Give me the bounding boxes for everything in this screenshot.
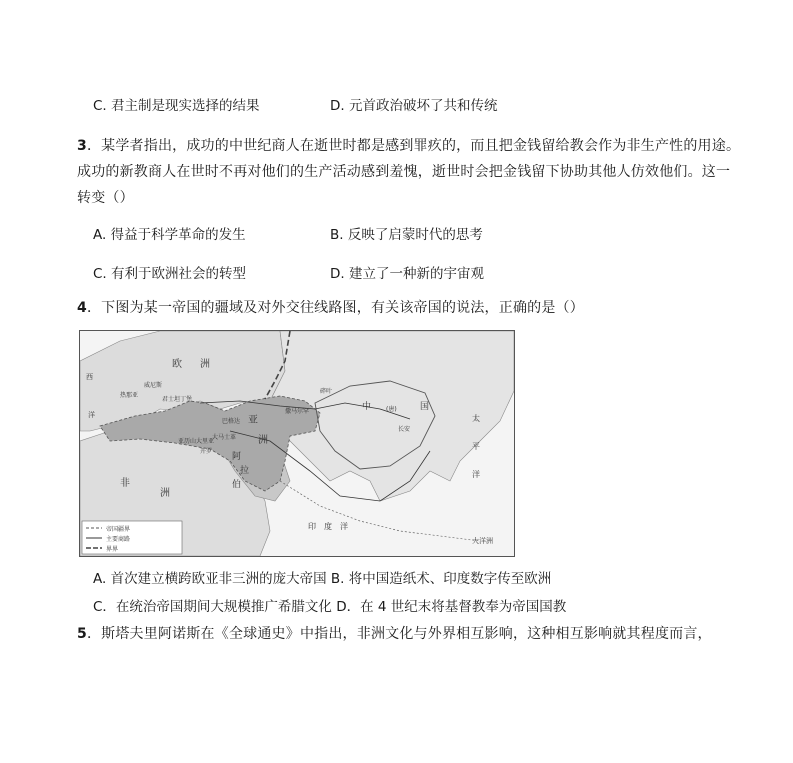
- legend-routes-label: 主要商路: [106, 536, 131, 543]
- label-cairo: 开罗: [200, 448, 213, 455]
- q2-option-c: C. 君主制是现实选择的结果: [93, 98, 260, 114]
- label-baghdad: 巴格达: [222, 418, 241, 425]
- label-arabia-2: 拉: [240, 466, 250, 476]
- label-genoa: 热那亚: [120, 392, 139, 399]
- q5-stem: [77, 624, 712, 644]
- label-changan: 长安: [398, 426, 411, 433]
- label-atlantic-1: 西: [86, 373, 93, 381]
- legend-border-label: 界界: [106, 546, 119, 553]
- label-indian-ocean: 印 度 洋: [308, 522, 348, 531]
- legend-boundary-label: 帝国疆界: [106, 526, 131, 533]
- label-pacific-1: 太: [472, 414, 480, 423]
- label-constantinople: 君士坦丁堡: [162, 396, 193, 403]
- label-tang: (唐): [386, 406, 397, 413]
- q3-stem-line2: 成功的新教商人在世时不再对他们的生产活动感到羞愧，逝世时会把金钱留下协助其他人仿效他们。这一: [77, 164, 731, 180]
- label-asia-1: 亚: [248, 415, 258, 426]
- q4-stem: [77, 298, 584, 318]
- q4-options-ab: A. 首次建立横跨欧亚非三洲的庞大帝国 B. 将中国造纸术、印度数字传至欧洲: [93, 571, 552, 587]
- label-china-1: 中: [362, 402, 372, 412]
- q5-number: 5: [77, 626, 87, 642]
- label-venice: 威尼斯: [144, 382, 163, 389]
- empire-map-svg: [80, 331, 514, 556]
- label-atlantic-2: 洋: [88, 411, 95, 419]
- q4-stem-text: ．下图为某一帝国的疆域及对外交往线路图，有关该帝国的说法，正确的是（）: [86, 300, 584, 316]
- label-alexandria: 亚历山大里亚: [178, 438, 215, 445]
- label-damascus: 大马士革: [212, 434, 237, 441]
- label-oceania: 大洋洲: [472, 537, 493, 545]
- label-africa-1: 非: [120, 478, 130, 489]
- q3-number: 3: [77, 138, 87, 154]
- label-samarkand: 撒马尔罕: [285, 408, 310, 415]
- label-africa-2: 洲: [160, 488, 170, 499]
- label-europe-1: 欧: [172, 359, 182, 370]
- q4-options-cd: C．在统治帝国期间大规模推广希腊文化 D．在 4 世纪末将基督教奉为帝国国教: [93, 599, 567, 615]
- q5-stem-text: ．斯塔夫里阿诺斯在《全球通史》中指出，非洲文化与外界相互影响，这种相互影响就其程度而言，: [86, 626, 712, 642]
- q3-option-a: A. 得益于科学革命的发生: [93, 227, 246, 243]
- label-europe-2: 洲: [200, 359, 210, 370]
- empire-map: [79, 330, 515, 557]
- q3-option-d: D. 建立了一种新的宇宙观: [330, 266, 484, 282]
- label-pacific-2: 平: [472, 442, 480, 451]
- q4-number: 4: [77, 300, 87, 316]
- label-arabia-1: 阿: [232, 452, 242, 462]
- label-asia-2: 洲: [258, 435, 268, 446]
- label-china-2: 国: [420, 402, 430, 412]
- q3-option-b: B. 反映了启蒙时代的思考: [330, 227, 483, 243]
- label-pacific-3: 洋: [472, 470, 480, 479]
- q2-option-d: D. 元首政治破坏了共和传统: [330, 98, 498, 114]
- q3-option-c: C. 有利于欧洲社会的转型: [93, 266, 247, 282]
- q3-stem-text1: ．某学者指出，成功的中世纪商人在逝世时都是感到罪疚的，而且把金钱留给教会作为非生产性的用途。: [86, 138, 741, 154]
- q3-stem-line1: [77, 136, 740, 156]
- q3-stem-line3: 转变（）: [77, 190, 134, 206]
- label-arabia-3: 伯: [232, 480, 242, 490]
- label-kashgar: 碎叶: [320, 388, 333, 395]
